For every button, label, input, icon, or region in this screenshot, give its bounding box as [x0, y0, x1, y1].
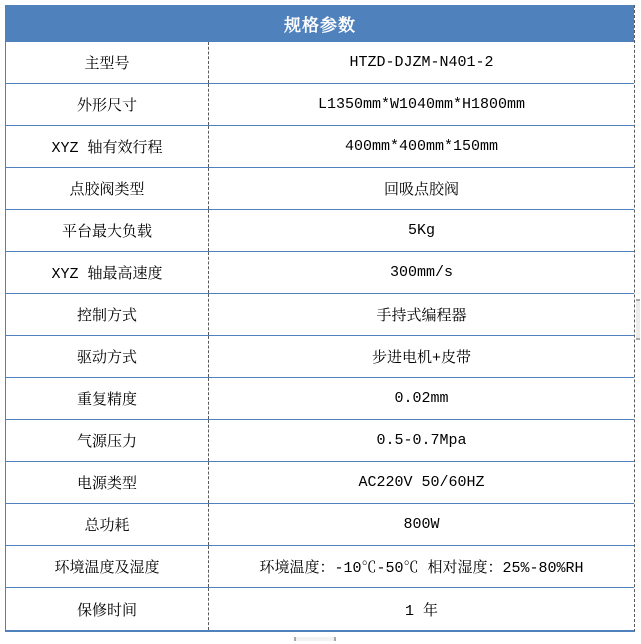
- spec-value: 手持式编程器: [376, 308, 467, 325]
- spec-label: 点胶阀类型: [6, 168, 209, 209]
- spec-value: 0.02mm: [394, 390, 449, 407]
- spec-value: HTZD-DJZM-N401-2: [349, 54, 494, 71]
- table-row: [6, 84, 634, 126]
- table-row: [6, 504, 634, 546]
- spec-value: 回吸点胶阀: [383, 182, 459, 199]
- table-row: [6, 126, 634, 168]
- spec-label: 保修时间: [6, 588, 209, 630]
- spec-label: 电源类型: [6, 462, 209, 503]
- table-row: [6, 294, 634, 336]
- horizontal-scrollbar-thumb[interactable]: [294, 637, 336, 641]
- spec-label: 驱动方式: [6, 336, 209, 377]
- table-row: [6, 462, 634, 504]
- spec-label: 外形尺寸: [6, 84, 209, 125]
- spec-label: 总功耗: [6, 504, 209, 545]
- spec-table: [5, 5, 635, 632]
- table-title: 规格参数: [6, 5, 634, 42]
- table-body: [6, 42, 634, 630]
- table-row: [6, 42, 634, 84]
- spec-label: 环境温度及湿度: [6, 546, 209, 587]
- table-row: [6, 588, 634, 630]
- table-row: [6, 210, 634, 252]
- table-row: [6, 336, 634, 378]
- table-row: [6, 252, 634, 294]
- table-row: [6, 546, 634, 588]
- table-row: [6, 168, 634, 210]
- spec-label: 重复精度: [6, 378, 209, 419]
- spec-label: 平台最大负载: [6, 210, 209, 251]
- spec-value: 5Kg: [407, 222, 435, 239]
- vertical-scrollbar-thumb[interactable]: [636, 299, 640, 340]
- spec-value: 400mm*400mm*150mm: [344, 138, 499, 155]
- spec-value: 300mm/s: [389, 264, 453, 281]
- spec-value: L1350mm*W1040mm*H1800mm: [317, 96, 526, 113]
- spec-label: 控制方式: [6, 294, 209, 335]
- spec-value: 环境温度：-10℃-50℃ 相对湿度：25%-80%RH: [259, 560, 584, 577]
- table-row: [6, 420, 634, 462]
- table-row: [6, 378, 634, 420]
- spec-value: 1 年: [404, 602, 438, 620]
- spec-value: 步进电机+皮带: [371, 350, 471, 367]
- spec-label: 主型号: [6, 42, 209, 83]
- spec-label: XYZ 轴有效行程: [6, 126, 209, 167]
- spec-label: 气源压力: [6, 420, 209, 461]
- spec-value: 800W: [403, 516, 440, 533]
- spec-label: XYZ 轴最高速度: [6, 252, 209, 293]
- spec-value: AC220V 50/60HZ: [358, 474, 485, 491]
- spec-value: 0.5-0.7Mpa: [376, 432, 467, 449]
